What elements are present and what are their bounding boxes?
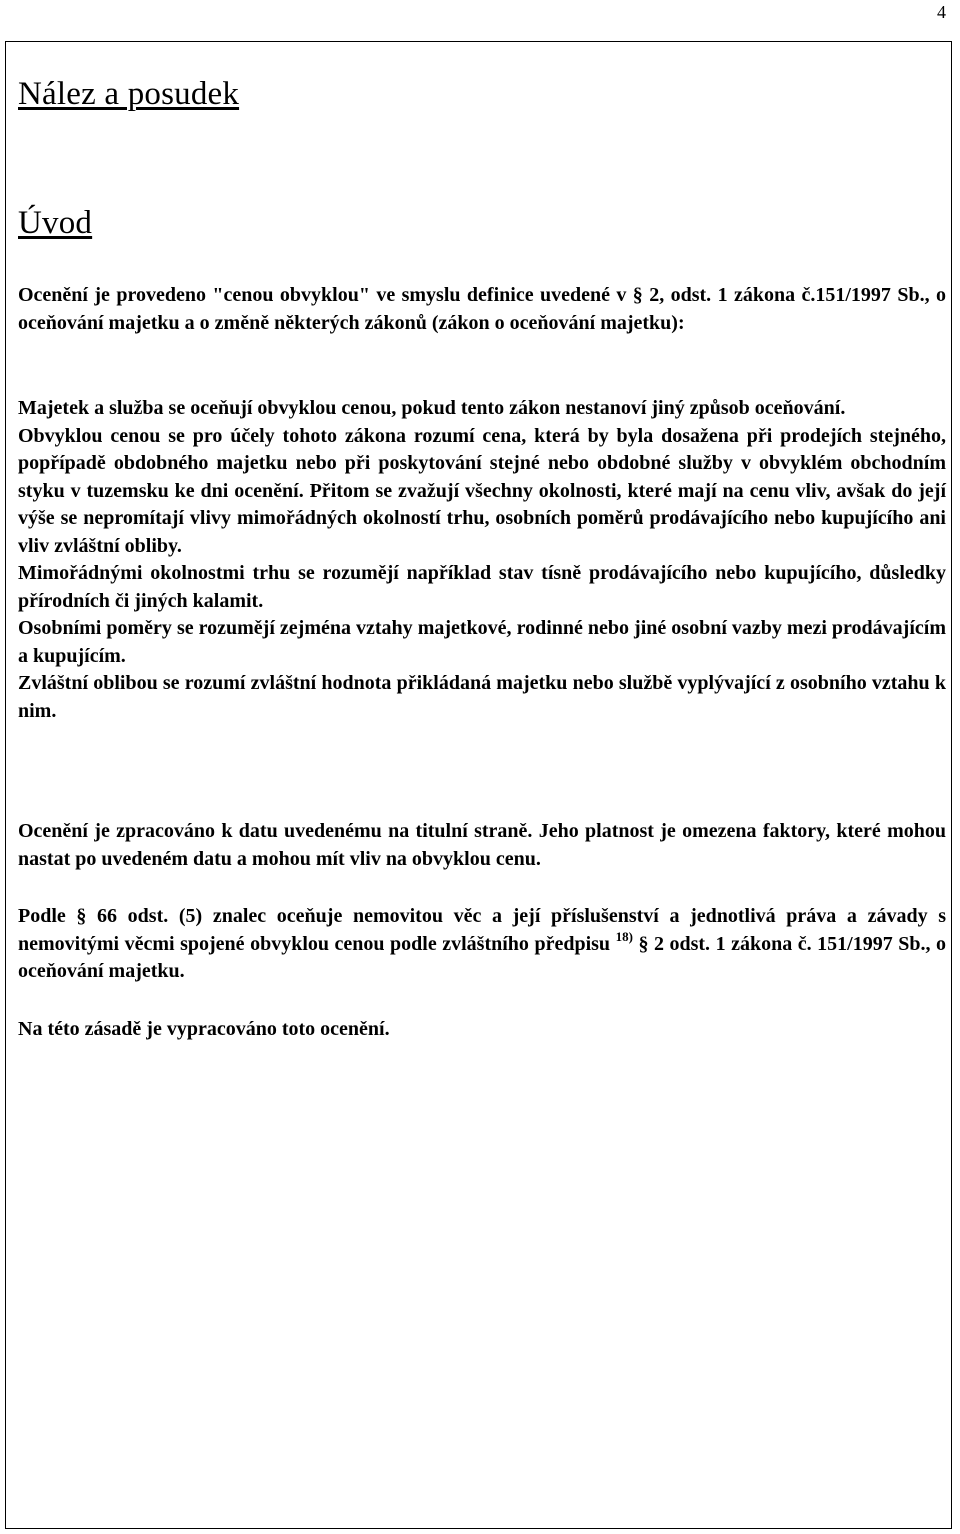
closing-paragraph-text: Na této zásadě je vypracováno toto ocenění. (18, 1018, 390, 1040)
intro-heading: Úvod (18, 205, 93, 241)
law-text-paragraph: Zvláštní oblibou se rozumí zvláštní hodnota přikládaná majetku nebo službě vyplývající z osobního vztahu k nim. (18, 672, 946, 722)
validity-paragraph (18, 818, 946, 873)
page-frame (5, 41, 952, 1529)
intro-paragraph-text: Ocenění je provedeno "cenou obvyklou" ve smyslu definice uvedené v § 2, odst. 1 zákona č.151/1997 Sb., o oceňování majetku a o změně některých zákonů (zákon o oceňování majetku): (18, 284, 946, 334)
paragraph-66-before-ref: Podle § 66 odst. (5) znalec oceňuje nemovitou věc a její příslušenství a jednotlivá práva a závady s nemovitými věcmi spojené obvyklou cenou podle zvláštního předpisu (18, 905, 946, 955)
paragraph-66 (18, 903, 946, 986)
law-text-block (18, 395, 946, 725)
law-text-paragraph: Obvyklou cenou se pro účely tohoto zákona rozumí cena, která by byla dosažena při prodejích stejného, popřípadě obdobného majetku nebo při poskytování stejné nebo obdobné služby v obvyklém obchodním styku v tuzemsku ke dni ocenění. Přitom se zvažují všechny okolnosti, které mají na cenu vliv, avšak do její výše se nepromítají vlivy mimořádných okolností trhu, osobních poměrů prodávajícího nebo kupujícího ani vliv zvláštní obliby. (18, 424, 946, 557)
law-text-paragraph: Osobními poměry se rozumějí zejména vztahy majetkové, rodinné nebo jiné osobní vazby mezi prodávajícím a kupujícím. (18, 617, 946, 667)
paragraph-66-after-ref: § 2 odst. 1 zákona č. 151/1997 Sb., o oceňování majetku. (18, 932, 946, 982)
footnote-reference: 18) (615, 928, 633, 944)
law-text-paragraph: Majetek a služba se oceňují obvyklou cenou, pokud tento zákon nestanoví jiný způsob oceňování. (18, 397, 846, 419)
validity-paragraph-text: Ocenění je zpracováno k datu uvedenému na titulní straně. Jeho platnost je omezena faktory, které mohou nastat po uvedeném datu a mohou mít vliv na obvyklou cenu. (18, 820, 946, 870)
law-text-paragraph: Mimořádnými okolnostmi trhu se rozumějí například stav tísně prodávajícího nebo kupujícího, důsledky přírodních či jiných kalamit. (18, 562, 946, 612)
main-heading: Nález a posudek (18, 76, 240, 112)
paragraph-66-text (18, 903, 946, 986)
intro-paragraph (18, 282, 946, 337)
closing-paragraph (18, 1016, 946, 1044)
page-number: 4 (937, 2, 946, 22)
